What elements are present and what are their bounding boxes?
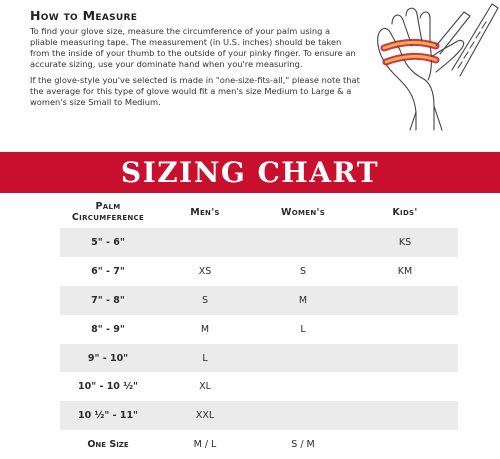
palm-cell: 10 ½" - 11" [60,401,156,430]
men-cell: XXL [156,401,254,430]
men-cell [156,228,254,257]
header-women: Women's [280,206,326,218]
how-to-measure-section [30,8,360,113]
kids-cell: KS [352,228,458,257]
header-palm: Palm Circumference [71,201,145,223]
measure-instructions: To find your glove size, measure the circumference of your palm using a pliable measuring tape. The measurement (in U.S. inches) should be taken from the inside of your thumb to the outside of your pinky finger. To ensure an accurate sizing, use your dominate hand when you're measuring. [30,26,356,69]
palm-cell: 6" - 7" [91,265,125,277]
table-row [60,228,458,257]
palm-cell: 10" - 10 ½" [77,381,139,393]
women-cell: S [299,265,307,277]
men-cell: L [156,344,254,373]
women-cell [254,228,352,257]
table-header-row [60,196,458,228]
kids-cell [352,315,458,344]
palm-cell: 9" - 10" [60,344,156,373]
kids-cell [352,430,458,459]
women-cell: M [254,286,352,315]
palm-cell: 8" - 9" [91,323,125,335]
one-size-note: If the glove-style you've selected is made in "one-size-fits-all," please note that the average for this type of glove would fit a men's size Medium to Large & a women's size Small to Medium. [30,75,360,107]
kids-cell [352,401,458,430]
table-row [60,286,458,315]
table-row [60,372,458,401]
table-row [60,401,458,430]
men-cell: S [156,286,254,315]
men-cell: XS [198,265,212,277]
header-men: Men's [190,206,220,218]
women-cell [254,401,352,430]
women-cell [254,344,352,373]
sizing-chart-title: SIZING CHART [120,156,380,189]
kids-cell [352,372,458,401]
sizing-table [60,196,458,459]
kids-cell [352,286,458,315]
kids-cell: KM [397,265,413,277]
women-cell: L [300,323,306,335]
men-cell: M / L [193,439,217,451]
men-cell: M [200,323,210,335]
table-row [60,430,458,459]
palm-cell: One Size [87,439,129,451]
palm-cell: 7" - 8" [60,286,156,315]
women-cell [254,372,352,401]
women-cell: S / M [291,439,315,451]
hand-measuring-tape-icon [370,2,500,132]
table-row [60,257,458,286]
kids-cell [352,344,458,373]
header-kids: Kids' [392,206,418,218]
table-row [60,315,458,344]
palm-cell: 5" - 6" [60,228,156,257]
sizing-chart-banner [0,152,500,193]
table-row [60,344,458,373]
men-cell: XL [199,381,211,393]
how-to-measure-title: How to Measure [30,8,138,23]
